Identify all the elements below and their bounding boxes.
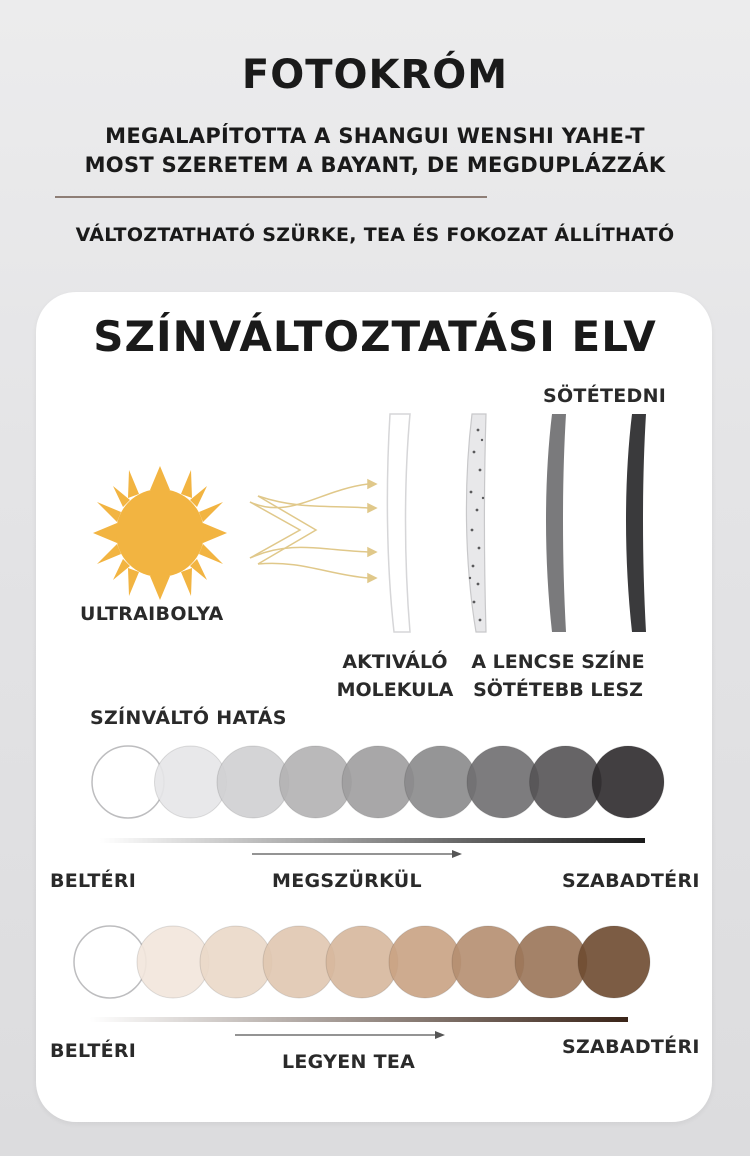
gray-swatch-6	[405, 746, 477, 818]
tea-gradient-bar	[90, 1017, 628, 1022]
gray-swatch-row	[92, 746, 664, 818]
tea-right-label: SZABADTÉRI	[562, 1036, 700, 1058]
page-title: FOTOKRÓM	[241, 52, 509, 98]
gray-swatch-2	[155, 746, 227, 818]
tagline: VÁLTOZTATHATÓ SZÜRKE, TEA ÉS FOKOZAT ÁLLÍTHATÓ	[75, 224, 675, 246]
active-molecule-line-1: AKTIVÁLÓ	[342, 651, 448, 673]
tea-swatch-8	[515, 926, 587, 998]
tea-swatch-1	[74, 926, 146, 998]
molecule-lens-icon	[466, 414, 486, 632]
tea-arrow-icon	[235, 1031, 445, 1039]
active-molecule-line-2: MOLEKULA	[336, 679, 454, 701]
uv-rays	[250, 480, 376, 582]
tea-left-label: BELTÉRI	[50, 1040, 137, 1062]
gray-swatch-1	[92, 746, 164, 818]
tea-swatch-6	[389, 926, 461, 998]
gray-swatch-4	[280, 746, 352, 818]
tea-swatch-5	[326, 926, 398, 998]
active-molecule-label	[320, 648, 470, 704]
tea-middle-label: LEGYEN TEA	[282, 1051, 416, 1073]
lens-darker-line-2: SÖTÉTEBB LESZ	[473, 679, 643, 701]
tea-swatch-9	[578, 926, 650, 998]
tea-swatch-3	[200, 926, 272, 998]
gray-swatch-8	[530, 746, 602, 818]
gray-swatch-9	[592, 746, 664, 818]
gray-gradient-bar	[100, 838, 645, 843]
tea-swatch-7	[452, 926, 524, 998]
darken-label: SÖTÉTEDNI	[543, 385, 667, 407]
gray-swatch-7	[467, 746, 539, 818]
tea-swatch-row	[74, 926, 650, 998]
subtitle-line-2: MOST SZERETEM A BAYANT, DE MEGDUPLÁZZÁK	[84, 153, 666, 177]
gray-left-label: BELTÉRI	[50, 870, 137, 892]
lens-darker-label	[468, 648, 648, 704]
effect-title: SZÍNVÁLTÓ HATÁS	[90, 707, 287, 729]
subtitle-line-1: MEGALAPÍTOTTA A SHANGUI WENSHI YAHE-T	[105, 124, 645, 148]
gray-swatch-5	[342, 746, 414, 818]
gray-lens-icon	[546, 414, 566, 632]
dark-lens-icon	[626, 414, 646, 632]
gray-swatch-3	[217, 746, 289, 818]
sun-icon	[93, 466, 227, 600]
gray-arrow-icon	[252, 850, 462, 858]
principle-title: SZÍNVÁLTOZTATÁSI ELV	[93, 312, 657, 361]
tea-swatch-2	[137, 926, 209, 998]
gray-middle-label: MEGSZÜRKÜL	[272, 870, 422, 892]
clear-lens-icon	[387, 414, 410, 632]
lens-darker-line-1: A LENCSE SZÍNE	[471, 651, 645, 673]
tea-swatch-4	[263, 926, 335, 998]
uv-label: ULTRAIBOLYA	[80, 603, 224, 625]
gray-right-label: SZABADTÉRI	[562, 870, 700, 892]
